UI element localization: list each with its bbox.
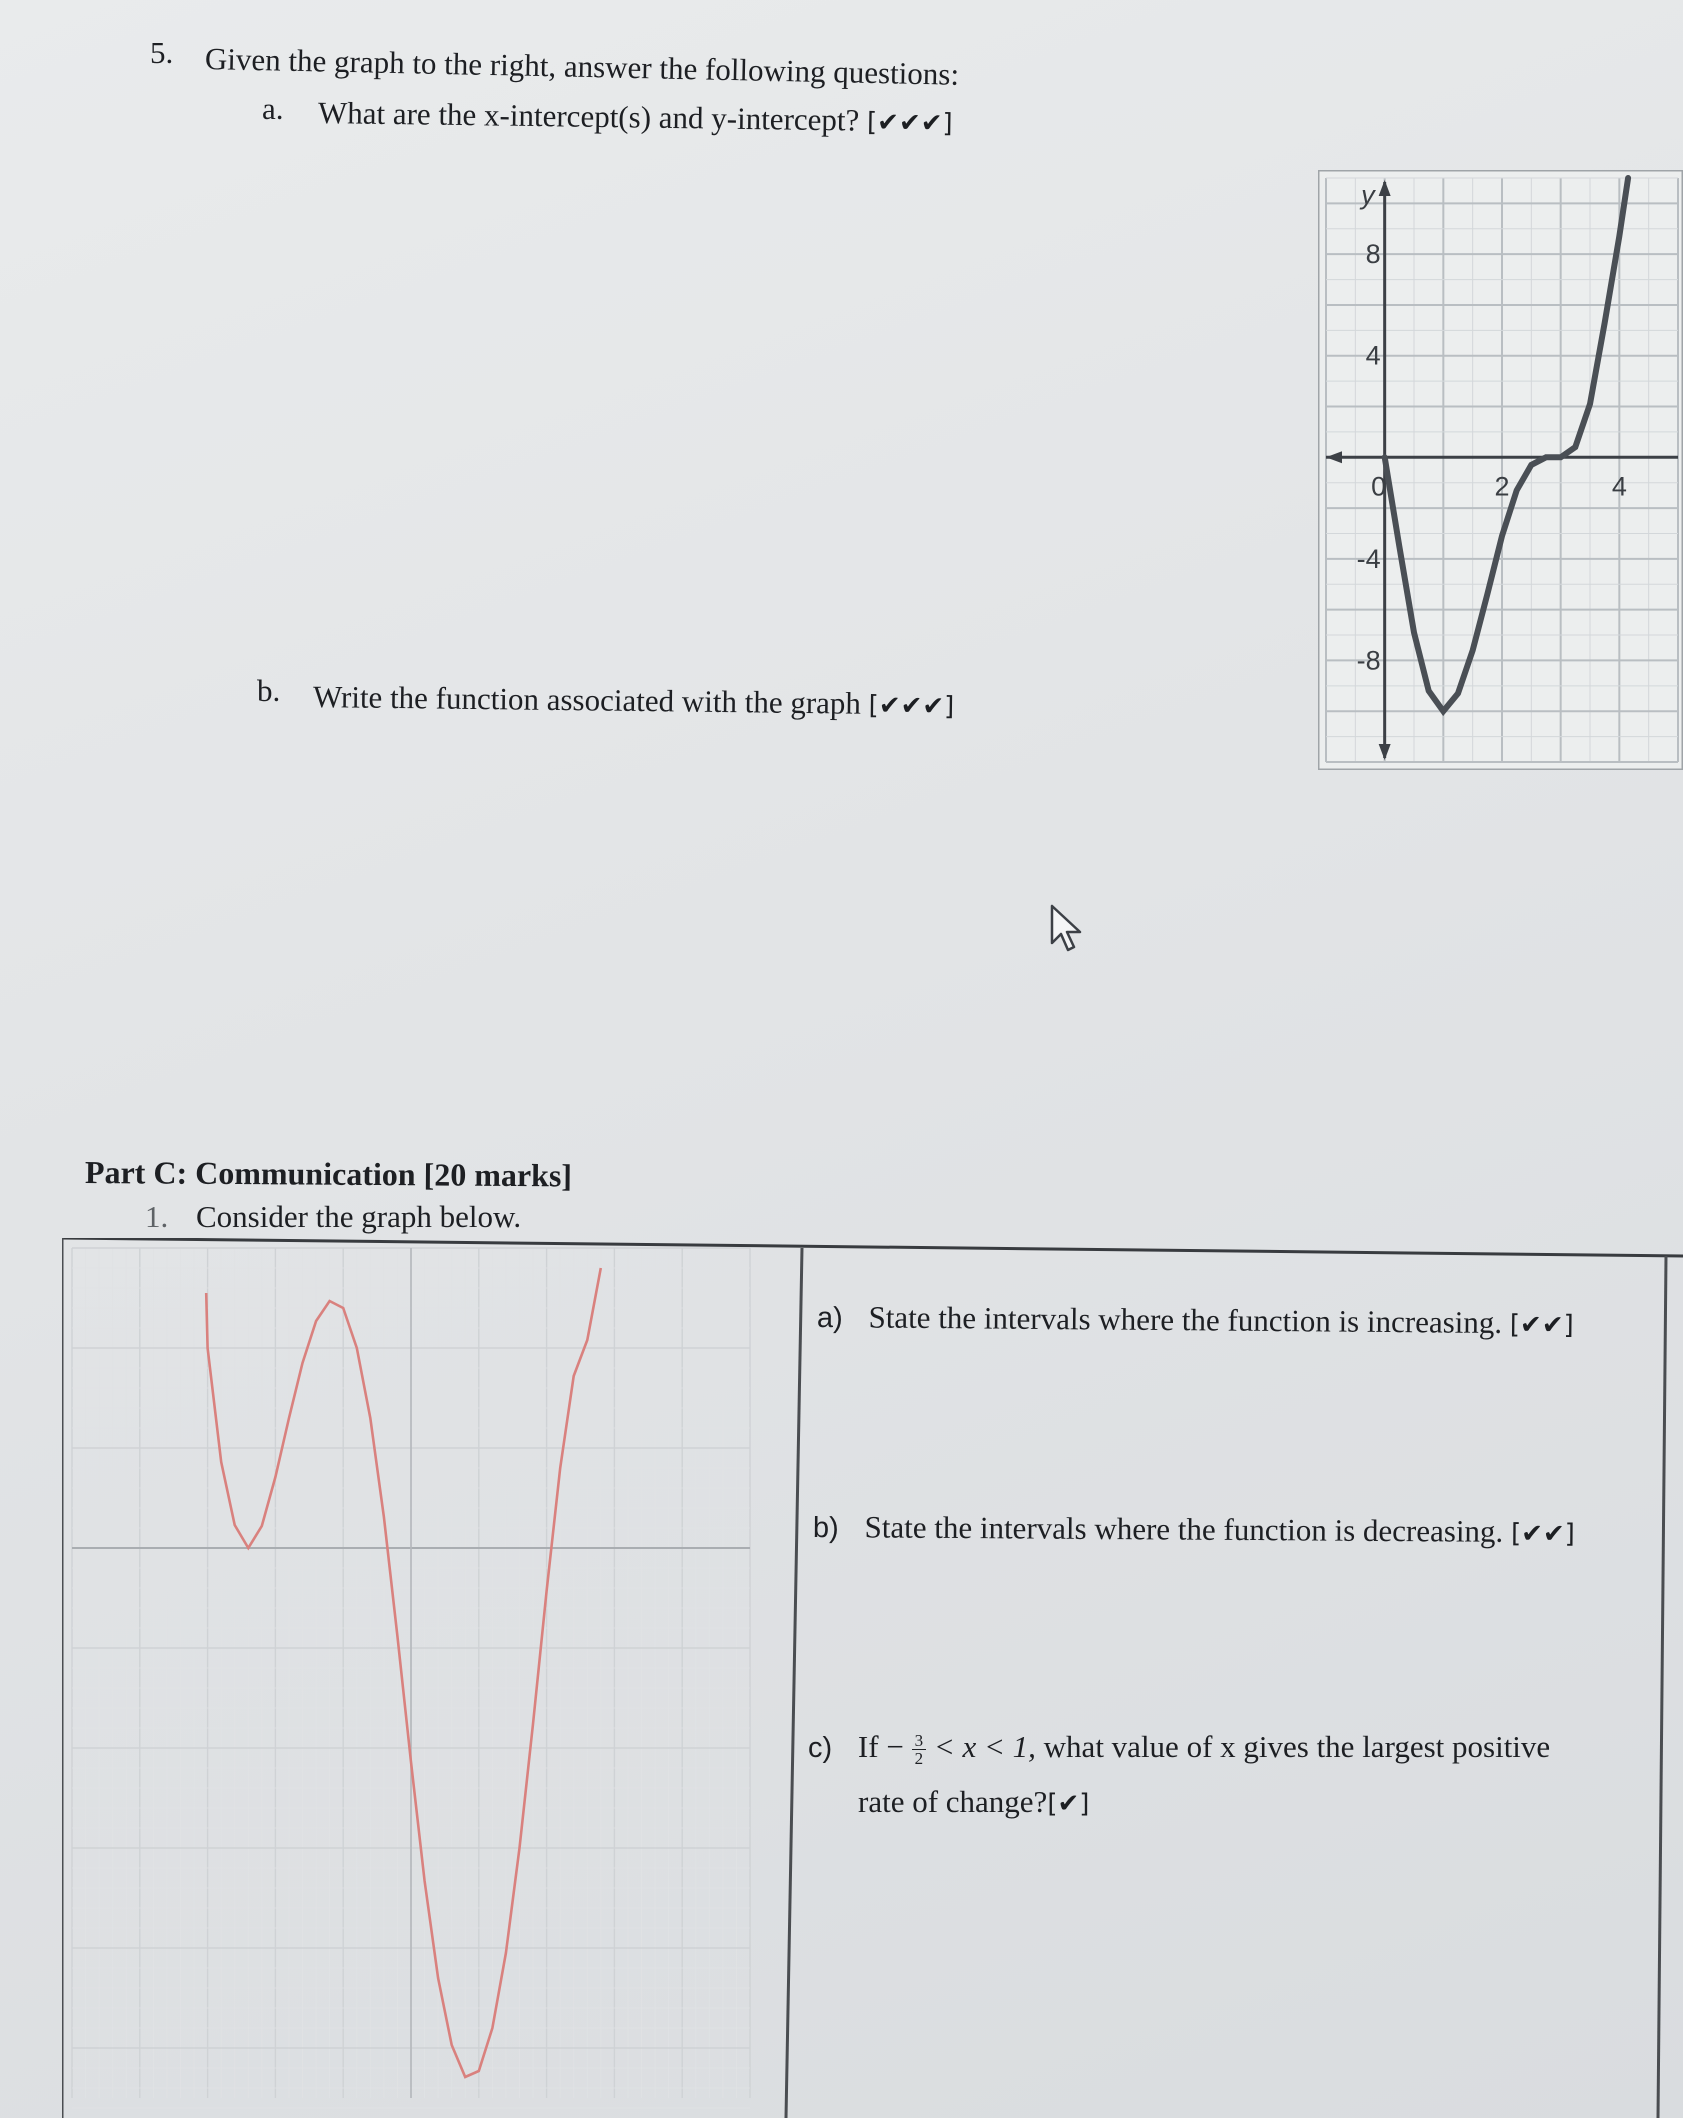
q5-x-tick-label: 0 [1371, 471, 1387, 502]
mouse-cursor-icon [1048, 903, 1088, 955]
q5-number: 5. [150, 35, 174, 70]
sub-c-inequality: < x < 1, [933, 1729, 1036, 1764]
graph2-function-curve [206, 1268, 601, 2077]
q5-y-tick-label: -8 [1356, 645, 1381, 676]
sub-c-text: what value of x gives the largest positive [1043, 1729, 1551, 1764]
part-c-heading: Part C: Communication [20 marks] [84, 1154, 573, 1194]
sub-c-line1 [808, 1728, 1550, 1768]
sub-a-text: State the intervals where the function is increasing. [868, 1299, 1503, 1340]
q5b-text [313, 678, 955, 723]
q5-graph [1318, 170, 1683, 770]
q5b-letter: b. [257, 673, 281, 708]
sub-a-letter: a) [816, 1302, 843, 1335]
q5a-question: What are the x-intercept(s) and y-intercept? [317, 95, 860, 138]
sub-c-line2 [858, 1783, 1089, 1820]
q5-y-tick-label: 8 [1365, 239, 1381, 270]
sub-c-frac-den: 2 [914, 1749, 924, 1769]
q1-text: Consider the graph below. [196, 1199, 522, 1234]
sub-c-marks: [✔] [1047, 1789, 1090, 1819]
q1-number: 1. [145, 1199, 169, 1234]
sub-c-minus: − [886, 1729, 904, 1764]
q5-axis-label-y: y [1361, 180, 1375, 210]
sub-c-if: If [857, 1729, 879, 1764]
sub-b-letter: b) [812, 1512, 839, 1545]
q5a-letter: a. [262, 91, 284, 126]
sub-c-line2-text: rate of change? [858, 1784, 1048, 1819]
q5-x-tick-label: 2 [1494, 471, 1510, 502]
sub-c-frac-num: 3 [912, 1732, 927, 1751]
sub-b-marks: [✔✔] [1510, 1518, 1575, 1550]
sub-b [813, 1508, 1575, 1551]
part-c-answer-box [62, 1238, 1683, 2118]
q5-y-tick-label: -4 [1356, 543, 1381, 574]
q5a-marks: [✔✔✔] [866, 107, 953, 139]
sub-a [817, 1298, 1574, 1342]
q5-prompt: Given the graph to the right, answer the following questions: [204, 41, 960, 92]
sub-a-marks: [✔✔] [1509, 1310, 1574, 1341]
sub-b-text: State the intervals where the function is decreasing. [864, 1509, 1504, 1549]
sub-c-fraction [912, 1732, 927, 1769]
q5b-question: Write the function associated with the graph [312, 679, 862, 721]
q5-y-tick-label: 4 [1365, 340, 1381, 371]
sub-c-letter: c) [808, 1732, 833, 1764]
q5-x-tick-label: 4 [1611, 471, 1627, 502]
q5b-marks: [✔✔✔] [868, 690, 955, 722]
q5a-text [318, 94, 953, 140]
graph2-axes [72, 1248, 750, 2098]
